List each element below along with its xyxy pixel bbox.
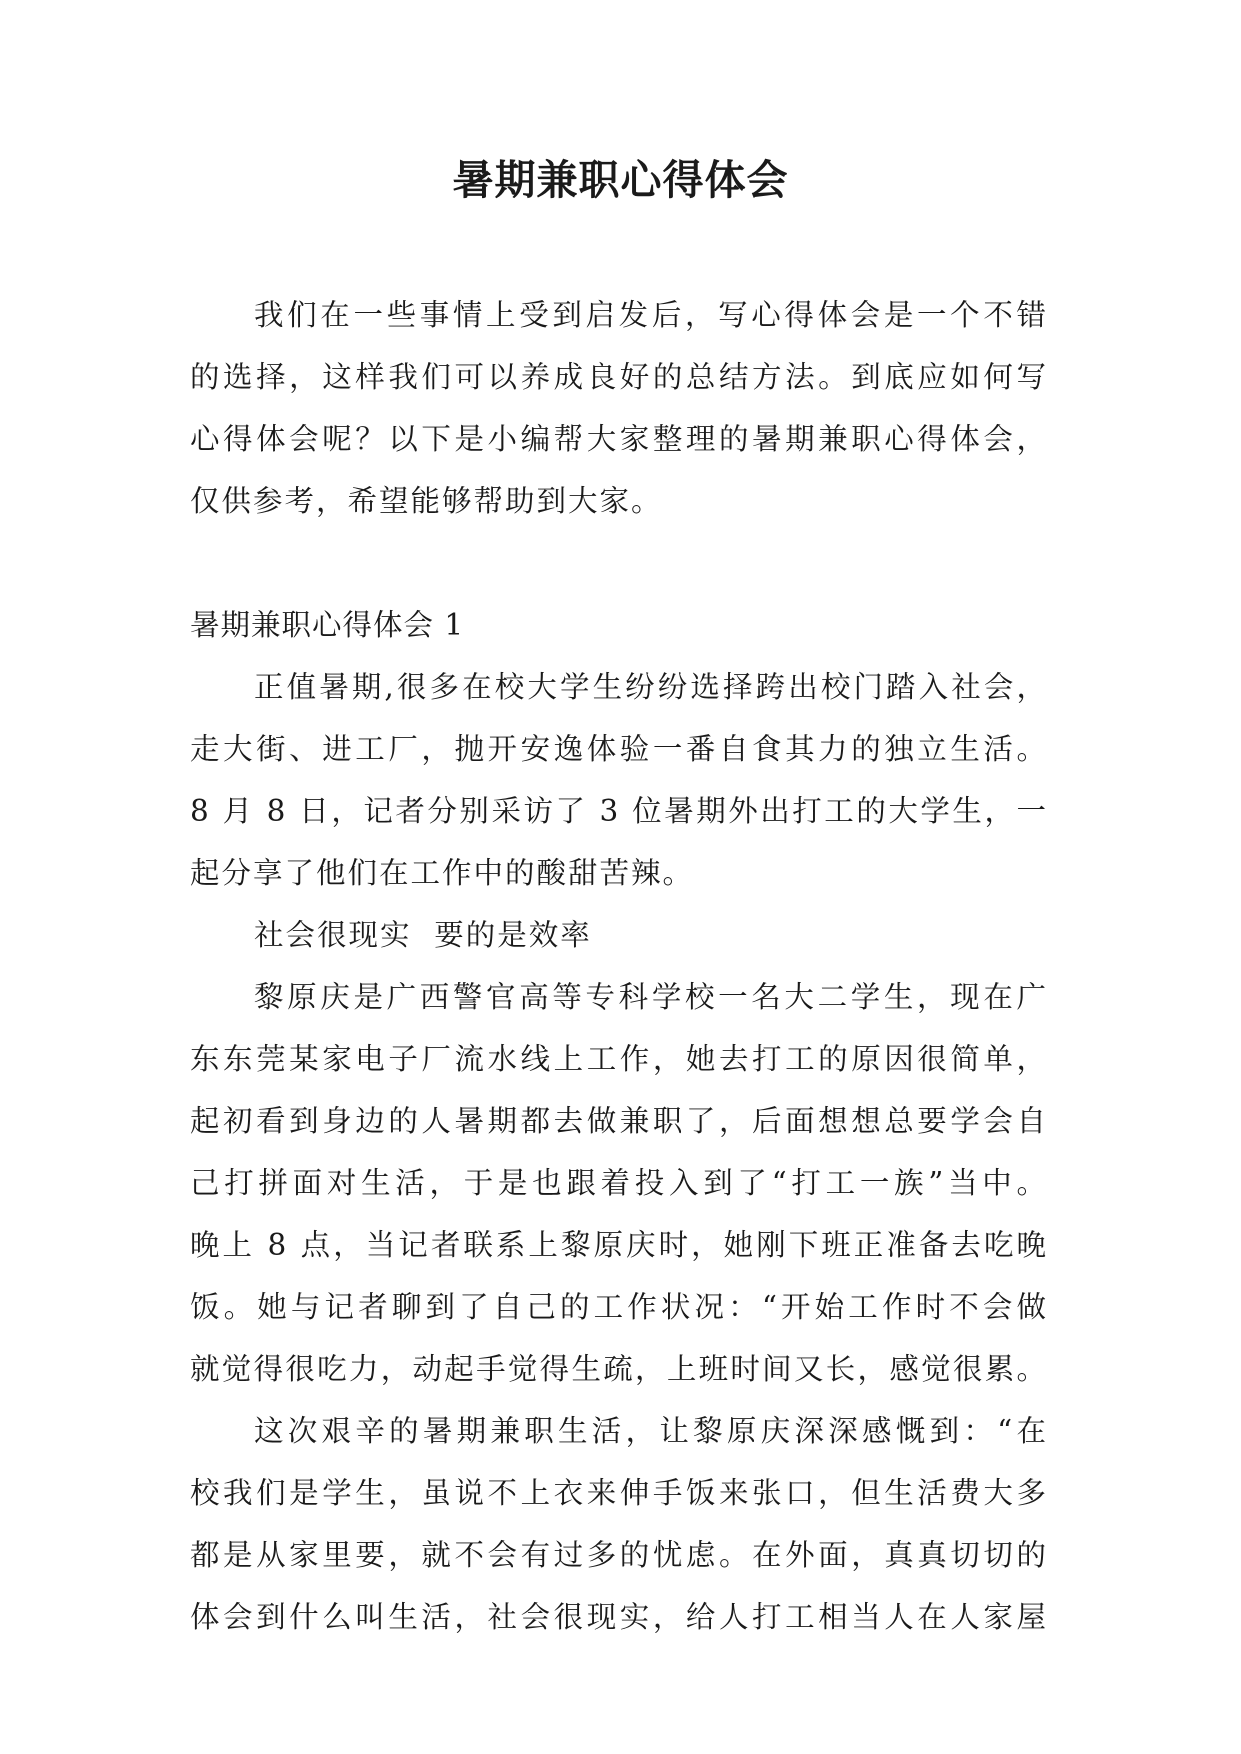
text-line: 晚上 8 点，当记者联系上黎原庆时，她刚下班正准备去吃晚 xyxy=(190,1228,1048,1262)
text-line: 黎原庆是广西警官高等专科学校一名大二学生，现在广 xyxy=(254,980,1048,1014)
text-line: 正值暑期,很多在校大学生纷纷选择跨出校门踏入社会， xyxy=(254,670,1048,704)
text-line: 走大街、进工厂，抛开安逸体验一番自食其力的独立生活。 xyxy=(190,732,1048,766)
intro-paragraph xyxy=(190,284,1048,532)
text-line: 的选择，这样我们可以养成良好的总结方法。到底应如何写 xyxy=(190,360,1048,394)
text-line: 校我们是学生，虽说不上衣来伸手饭来张口，但生活费大多 xyxy=(190,1476,1048,1510)
text-line: 我们在一些事情上受到启发后，写心得体会是一个不错 xyxy=(254,298,1048,332)
document-title: 暑期兼职心得体会 xyxy=(452,156,789,204)
text-line: 都是从家里要，就不会有过多的忧虑。在外面，真真切切的 xyxy=(190,1538,1048,1572)
text-line: 这次艰辛的暑期兼职生活，让黎原庆深深感慨到：“在 xyxy=(254,1414,1048,1448)
paragraph xyxy=(190,966,1048,1400)
text-line: 东东莞某家电子厂流水线上工作，她去打工的原因很简单， xyxy=(190,1042,1048,1076)
paragraph xyxy=(190,1400,1048,1648)
text-line: 体会到什么叫生活，社会很现实，给人打工相当人在人家屋 xyxy=(190,1600,1048,1634)
paragraph xyxy=(190,656,1048,904)
text-line: 起分享了他们在工作中的酸甜苦辣。 xyxy=(190,856,695,890)
text-line: 起初看到身边的人暑期都去做兼职了，后面想想总要学会自 xyxy=(190,1104,1048,1138)
document-body xyxy=(190,284,1048,1648)
text-line: 心得体会呢？以下是小编帮大家整理的暑期兼职心得体会， xyxy=(190,422,1048,456)
text-line: 就觉得很吃力，动起手觉得生疏，上班时间又长，感觉很累。 xyxy=(190,1352,1048,1386)
text-line: 己打拼面对生活，于是也跟着投入到了“打工一族”当中。 xyxy=(190,1166,1048,1200)
text-line: 饭。她与记者聊到了自己的工作状况：“开始工作时不会做 xyxy=(190,1290,1048,1324)
subheading: 社会很现实 要的是效率 xyxy=(254,918,592,952)
paragraph-gap xyxy=(190,532,1048,594)
section-heading: 暑期兼职心得体会 1 xyxy=(190,608,465,642)
text-line: 仅供参考，希望能够帮助到大家。 xyxy=(190,484,663,518)
text-line: 8 月 8 日，记者分别采访了 3 位暑期外出打工的大学生，一 xyxy=(190,794,1048,828)
